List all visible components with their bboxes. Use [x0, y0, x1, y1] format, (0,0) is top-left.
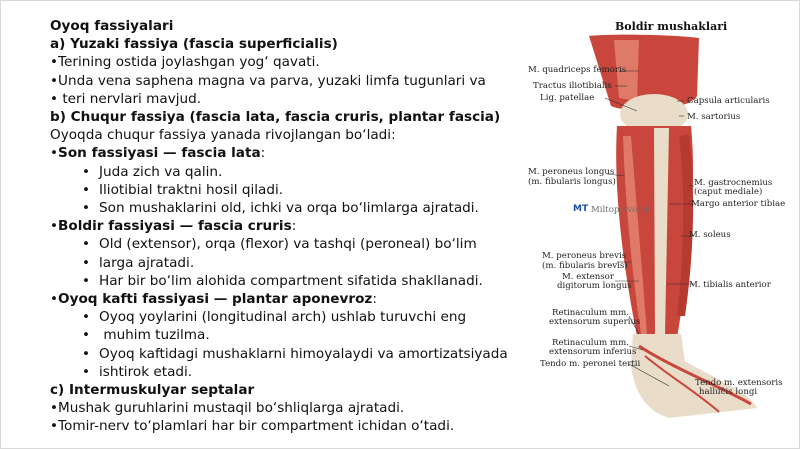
text-line: •Tomir-nerv to‘plamlari har bir compartment ichidan o‘tadi. [50, 418, 455, 435]
label-extensorum-inf: extensorum inferius [549, 347, 637, 357]
slide-title: Oyoq fassiyalari [50, 18, 174, 34]
anatomy-figure [519, 16, 786, 432]
text-line: •Mushak guruhlarini mustaqil bo‘shliqlarga ajratadi. [50, 400, 405, 417]
label-fibularis-longus: (m. fibularis longus) [528, 177, 616, 187]
list-item: • ishtirok etadi. [50, 363, 520, 381]
label-capsula: Capsula articularis [687, 96, 770, 106]
label-tractus: Tractus iliotibialis [533, 81, 612, 91]
list-item: • Har bir bo‘lim alohida compartment sifatida shakllanadi. [50, 272, 520, 290]
label-soleus: M. soleus [689, 230, 731, 240]
label-retinaculum-inf: Retinaculum mm. [552, 338, 629, 348]
bullet: • [50, 145, 59, 162]
label-gastrocnemius: M. gastrocnemius [694, 178, 773, 188]
label-tibialis-anterior: M. tibialis anterior [689, 280, 771, 290]
text-line: Oyoqda chuqur fassiya yanada rivojlangan bo‘ladi: [50, 127, 396, 144]
label-digitorum-longus: digitorum longus [557, 281, 632, 291]
label-margo-tibiae: Margo anterior tibiae [691, 199, 786, 209]
label-lig-patellae: Lig. patellae [540, 93, 595, 103]
label-peroneus-brevis: M. peroneus brevis [542, 251, 627, 261]
text-line: •Terining ostida joylashgan yog‘ qavati. [50, 54, 320, 71]
figure-title: Boldir mushaklari [615, 20, 728, 33]
watermark-text: Miltop.ovo.uz [591, 205, 651, 215]
boldir-heading [50, 217, 520, 235]
kaft-heading [50, 290, 520, 308]
list-item: • larga ajratadi. [50, 254, 520, 272]
watermark-logo: MT [573, 204, 589, 214]
kaft-heading-bold: Oyoq kafti fassiyasi — plantar aponevroz [58, 291, 373, 308]
leg-illustration [519, 16, 781, 432]
colon: : [291, 218, 297, 235]
text-line: •Unda vena saphena magna va parva, yuzaki limfa tugunlari va [50, 72, 486, 89]
label-extensorum-sup: extensorum superius [549, 317, 641, 327]
label-peronei-tertii: Tendo m. peronei tertii [540, 359, 641, 369]
list-item: • Juda zich va qalin. [50, 163, 520, 181]
heading-c: c) Intermuskulyar septalar [50, 382, 255, 399]
son-heading-bold: Son fassiyasi — fascia lata [58, 145, 261, 162]
label-retinaculum-sup: Retinaculum mm. [552, 308, 629, 318]
list-item: • Son mushaklarini old, ichki va orqa bo‘limlarga ajratadi. [50, 199, 520, 217]
list-item: • Oyoq yoylarini (longitudinal arch) ushlab turuvchi eng [50, 308, 520, 326]
list-item: • Iliotibial traktni hosil qiladi. [50, 181, 520, 199]
boldir-heading-bold: Boldir fassiyasi — fascia cruris [58, 218, 292, 235]
list-item: • Oyoq kaftidagi mushaklarni himoyalaydi va amortizatsiyada [50, 345, 520, 363]
label-peroneus-longus: M. peroneus longus [528, 167, 615, 177]
label-fibularis-brevis: (m. fibularis brevis) [542, 261, 628, 271]
son-heading [50, 144, 520, 162]
label-extensor: M. extensor [562, 272, 614, 282]
label-hallucis-longi: hallucis longi [699, 387, 758, 397]
bullet: • [50, 218, 59, 235]
bullet: • [50, 291, 59, 308]
list-item: • Old (extensor), orqa (flexor) va tashqi (peroneal) bo‘lim [50, 235, 520, 253]
label-caput-mediale: (caput mediale) [694, 187, 763, 197]
list-item: • muhim tuzilma. [50, 326, 520, 344]
heading-b: b) Chuqur fassiya (fascia lata, fascia cruris, plantar fascia) [50, 109, 501, 126]
colon: : [372, 291, 377, 308]
label-quadriceps: M. quadriceps femoris [528, 65, 627, 75]
label-tendo-extensoris: Tendo m. extensoris [695, 378, 783, 388]
colon: : [260, 145, 266, 162]
text-line: • teri nervlari mavjud. [50, 90, 202, 107]
slide-text [50, 17, 520, 436]
label-sartorius: M. sartorius [687, 112, 741, 122]
heading-a: a) Yuzaki fassiya (fascia superficialis) [50, 36, 338, 53]
